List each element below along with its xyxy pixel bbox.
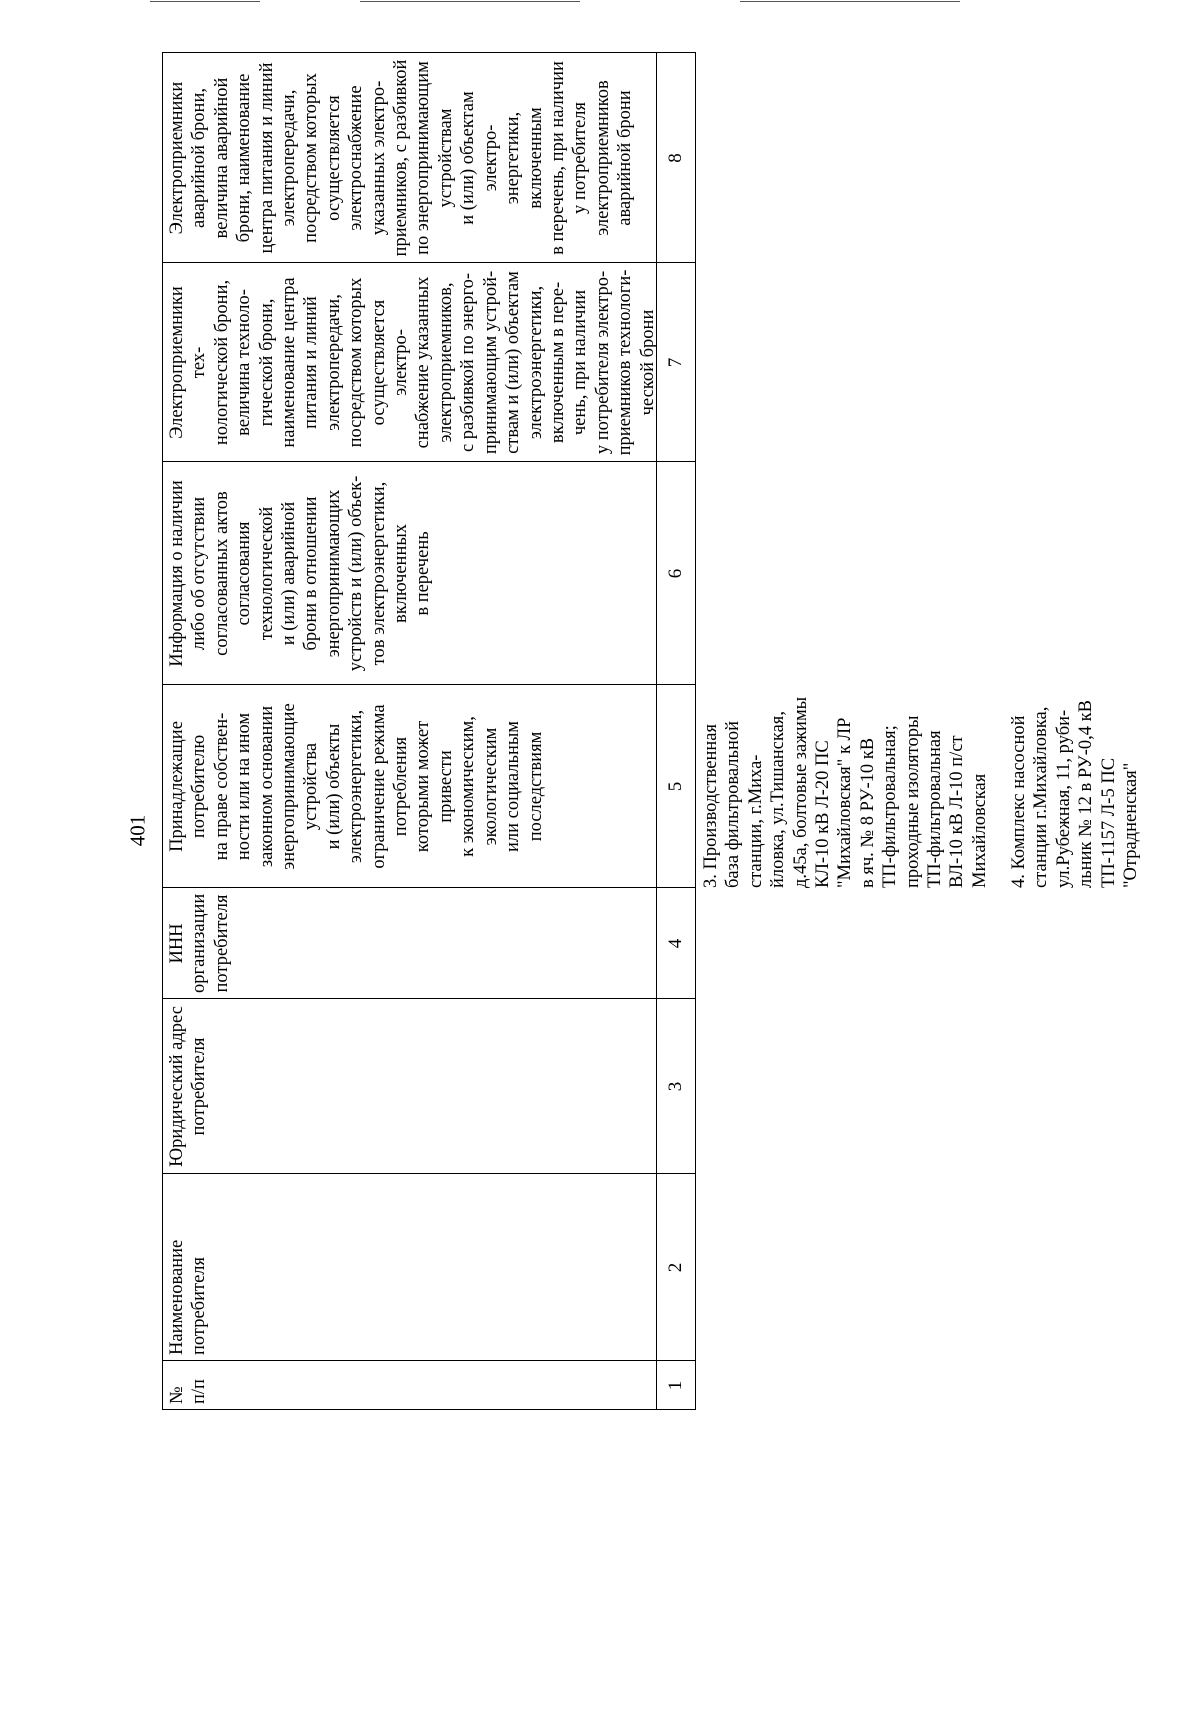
scan-artifact — [360, 1, 580, 2]
header-cell-reservation-acts: Информация о наличии либо об отсутствии согласованных актов согласования технологической и (или) аварийной брони в отношении энергопринимающих устройств и (или) объек- тов электроэнергетики, включенных в перечень — [167, 475, 434, 672]
header-cell-emergency-reserve: Электроприемники аварийной брони, величина аварийной брони, наименование центра питания и линий электропередачи, посредством которых осуществляется электроснабжение указанных электро- приемников, с разбивкой по энергопринимающим устройствам и (или) объектам электро- энергетики, включенным в перечень, при наличии у потребителя электроприемников аварийной брони — [167, 59, 636, 257]
column-number: 8 — [665, 153, 686, 163]
scan-artifact — [740, 1, 960, 2]
scan-artifact — [150, 1, 260, 2]
column-number: 5 — [665, 781, 686, 792]
column-number: 3 — [665, 1081, 686, 1092]
header-cell-inn: ИНН организации потребителя — [167, 893, 232, 993]
column-border — [162, 1409, 696, 1410]
table-row-text: 4. Комплекс насосной станции г.Михайловка, ул.Рубежная, 11, руби- льник № 12 в РУ-0,4 кВ ТП-1157 Л-5 ПС "Отрадненская" — [1009, 699, 1142, 888]
column-border — [162, 1173, 696, 1174]
header-cell-consumer-name: Наименование потребителя — [167, 1239, 210, 1355]
column-border — [162, 998, 696, 999]
header-cell-technological-reserve: Электроприемники тех- нологической брони, величина техноло- гической брони, наименование центра питания и линий электропередачи, посредством которых осуществляется электро- снабжение указанных электроприемников, с разбивкой по энерго- принимающим устрой- ствам и (или) объектам электроэнергетики, включенным в пере- чень, при наличии у потребителя электро- приемников технологи- ческой брони — [167, 269, 658, 456]
column-number: 2 — [665, 1262, 686, 1273]
header-cell-power-receivers: Принадлежащие потребителю на праве собствен- ности или на ином законном основании энергопринимающие устройства и (или) объекты электроэнергетики, ограничение режима потребления которыми может привести к экономическим, экологическим или социальным последствиям — [167, 703, 546, 870]
consumer-table — [162, 52, 696, 1410]
table-row-text: 3. Производственная база фильтровальной станции, г.Миха- йловка, ул.Тишанская, д.45а, болтовые зажимы КЛ-10 кВ Л-20 ПС "Михайловская" к ЛР в яч. № 8 РУ-10 кВ ТП-фильтровальная; проходные изоляторы ТП-фильтровальная ВЛ-10 кВ Л-10 п/ст Михайловская — [701, 696, 990, 888]
table-numbering-divider — [656, 52, 657, 1410]
column-number: 6 — [665, 568, 686, 579]
header-cell-legal-address: Юридический адрес потребителя — [167, 1006, 210, 1167]
column-number: 7 — [665, 357, 686, 368]
table-top-border — [162, 52, 163, 1410]
column-border — [162, 1360, 696, 1361]
table-bottom-border — [695, 52, 696, 1410]
column-number: 1 — [665, 1380, 686, 1391]
page-number: 401 — [125, 814, 150, 847]
column-number: 4 — [665, 938, 686, 949]
header-cell-number: № п/п — [167, 1379, 210, 1404]
